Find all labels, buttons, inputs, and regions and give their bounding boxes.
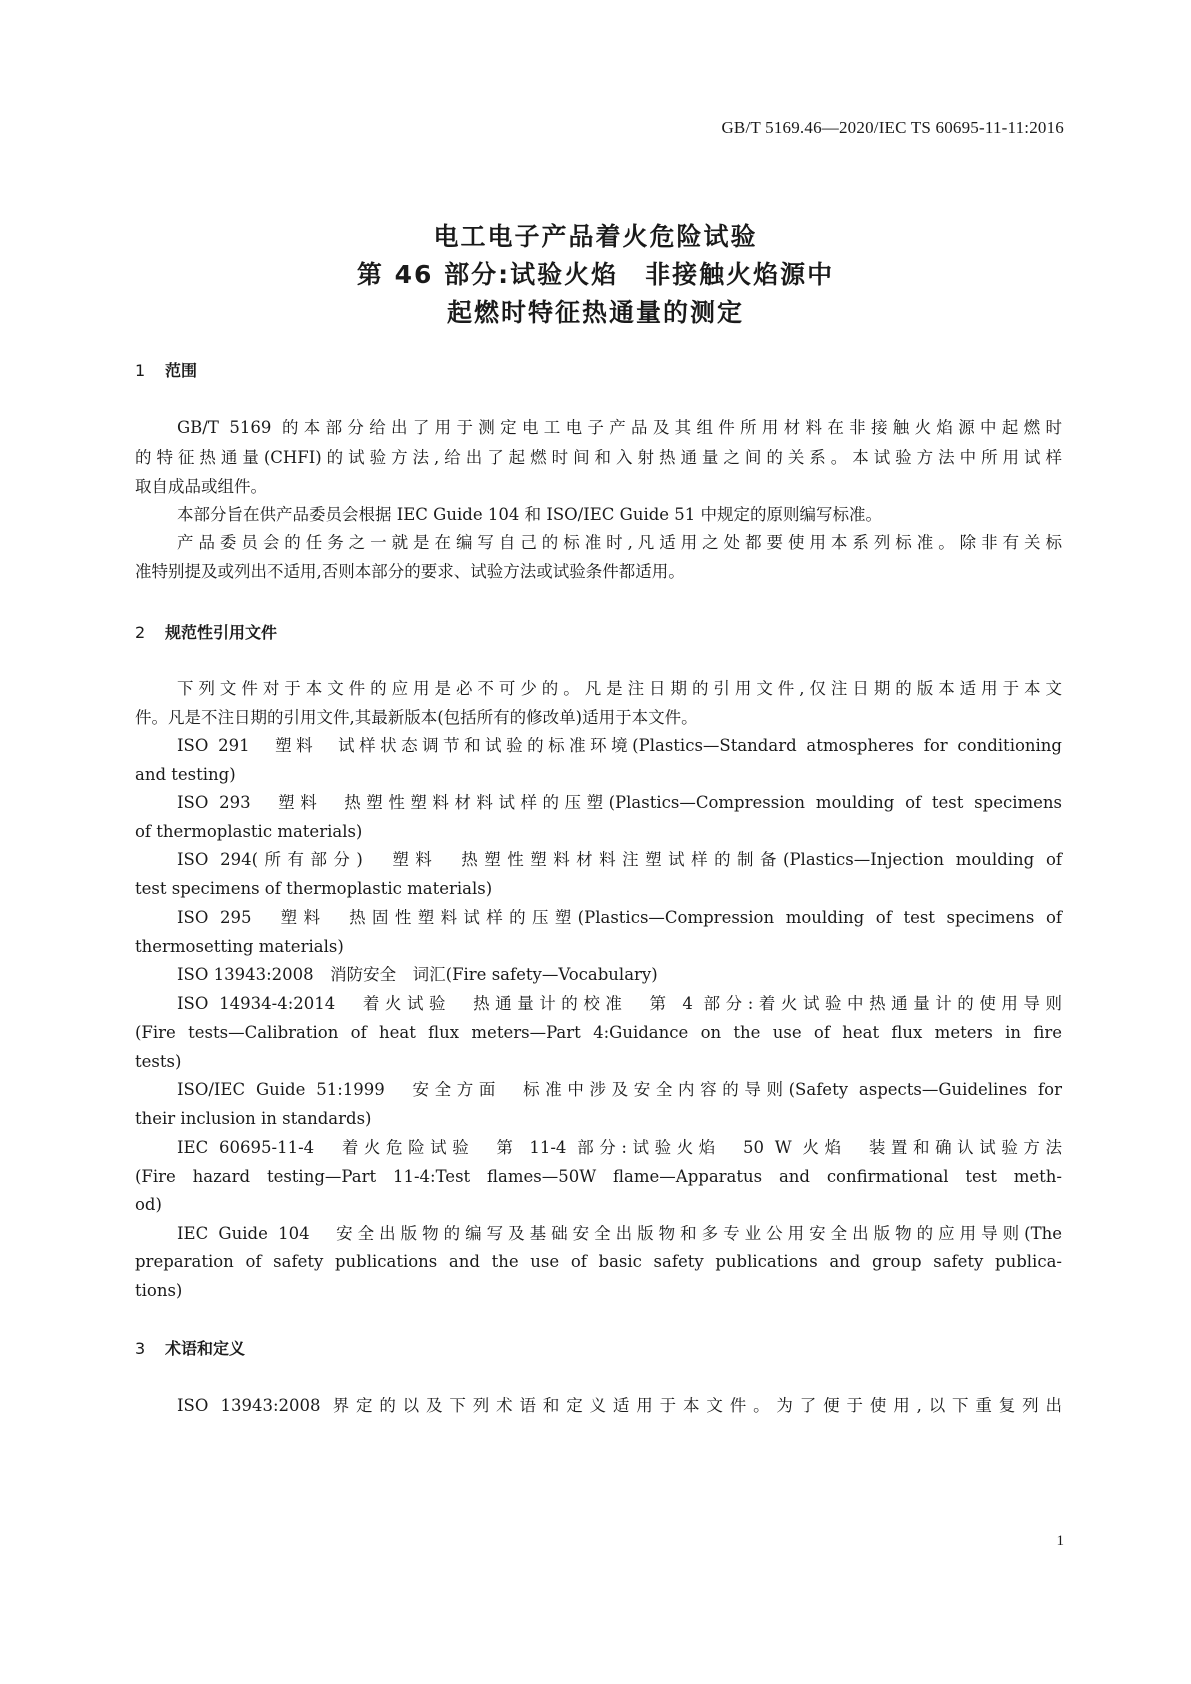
paragraph-line: ISO 13943:2008 界定的以及下列术语和定义适用于本文件。为了便于使用,以下重复列出 — [177, 1396, 1062, 1415]
section-title: 规范性引用文件 — [165, 623, 278, 642]
section-2-heading — [135, 620, 277, 643]
paragraph-line: 取自成品或组件。 — [135, 477, 267, 496]
paragraph-line: 的特征热通量(CHFI)的试验方法,给出了起燃时间和入射热通量之间的关系。本试验方法中所用试样 — [135, 448, 1062, 467]
reference-line: (Fire hazard testing—Part 11-4:Test flames—50W flame—Apparatus and confirmational test meth- — [135, 1167, 1062, 1186]
reference-line: ISO 291 塑料 试样状态调节和试验的标准环境(Plastics—Standard atmospheres for conditioning — [177, 736, 1062, 755]
reference-line: and testing) — [135, 765, 236, 784]
section-title: 术语和定义 — [165, 1339, 246, 1358]
reference-line: (Fire tests—Calibration of heat flux meters—Part 4:Guidance on the use of heat flux meters in fire — [135, 1023, 1062, 1042]
reference-line: preparation of safety publications and the use of basic safety publications and group safety publica- — [135, 1252, 1062, 1271]
reference-line: ISO 294(所有部分) 塑料 热塑性塑料材料注塑试样的制备(Plastics—Injection moulding of — [177, 850, 1062, 869]
page-number: 1 — [1056, 1533, 1064, 1549]
document-code-header: GB/T 5169.46—2020/IEC TS 60695-11-11:2016 — [721, 118, 1064, 137]
paragraph-line: GB/T 5169 的本部分给出了用于测定电工电子产品及其组件所用材料在非接触火焰源中起燃时 — [177, 418, 1062, 437]
reference-line: IEC 60695-11-4 着火危险试验 第 11-4 部分:试验火焰 50 W 火焰 装置和确认试验方法 — [177, 1138, 1062, 1157]
section-number: 3 — [135, 1339, 146, 1358]
reference-line: their inclusion in standards) — [135, 1109, 372, 1128]
section-title: 范围 — [165, 361, 198, 380]
paragraph-line: 下列文件对于本文件的应用是必不可少的。凡是注日期的引用文件,仅注日期的版本适用于本文 — [177, 679, 1062, 698]
paragraph-line: 件。凡是不注日期的引用文件,其最新版本(包括所有的修改单)适用于本文件。 — [135, 708, 698, 727]
reference-line: ISO 293 塑料 热塑性塑料材料试样的压塑(Plastics—Compression moulding of test specimens — [177, 793, 1062, 812]
reference-line: od) — [135, 1195, 162, 1214]
reference-line: tions) — [135, 1281, 183, 1300]
title-line-3: 起燃时特征热通量的测定 — [446, 298, 744, 327]
paragraph-line: 准特别提及或列出不适用,否则本部分的要求、试验方法或试验条件都适用。 — [135, 562, 685, 581]
section-3-heading — [135, 1336, 245, 1359]
section-number: 2 — [135, 623, 146, 642]
title-line-2: 第 46 部分:试验火焰 非接触火焰源中 — [356, 260, 835, 289]
title-line-1: 电工电子产品着火危险试验 — [433, 222, 758, 251]
reference-line: tests) — [135, 1052, 182, 1071]
section-1-heading — [135, 358, 197, 381]
section-number: 1 — [135, 361, 146, 380]
paragraph-line: 本部分旨在供产品委员会根据 IEC Guide 104 和 ISO/IEC Guide 51 中规定的原则编写标准。 — [177, 505, 883, 524]
reference-line: ISO 13943:2008 消防安全 词汇(Fire safety—Vocabulary) — [177, 965, 658, 984]
reference-line: test specimens of thermoplastic materials) — [135, 879, 493, 898]
reference-line: IEC Guide 104 安全出版物的编写及基础安全出版物和多专业公用安全出版物的应用导则(The — [177, 1224, 1062, 1243]
reference-line: ISO/IEC Guide 51:1999 安全方面 标准中涉及安全内容的导则(Safety aspects—Guidelines for — [177, 1080, 1062, 1099]
reference-line: ISO 295 塑料 热固性塑料试样的压塑(Plastics—Compression moulding of test specimens of — [177, 908, 1062, 927]
reference-line: of thermoplastic materials) — [135, 822, 363, 841]
paragraph-line: 产品委员会的任务之一就是在编写自己的标准时,凡适用之处都要使用本系列标准。除非有关标 — [177, 533, 1062, 552]
reference-line: thermosetting materials) — [135, 937, 344, 956]
reference-line: ISO 14934-4:2014 着火试验 热通量计的校准 第 4 部分:着火试验中热通量计的使用导则 — [177, 994, 1062, 1013]
